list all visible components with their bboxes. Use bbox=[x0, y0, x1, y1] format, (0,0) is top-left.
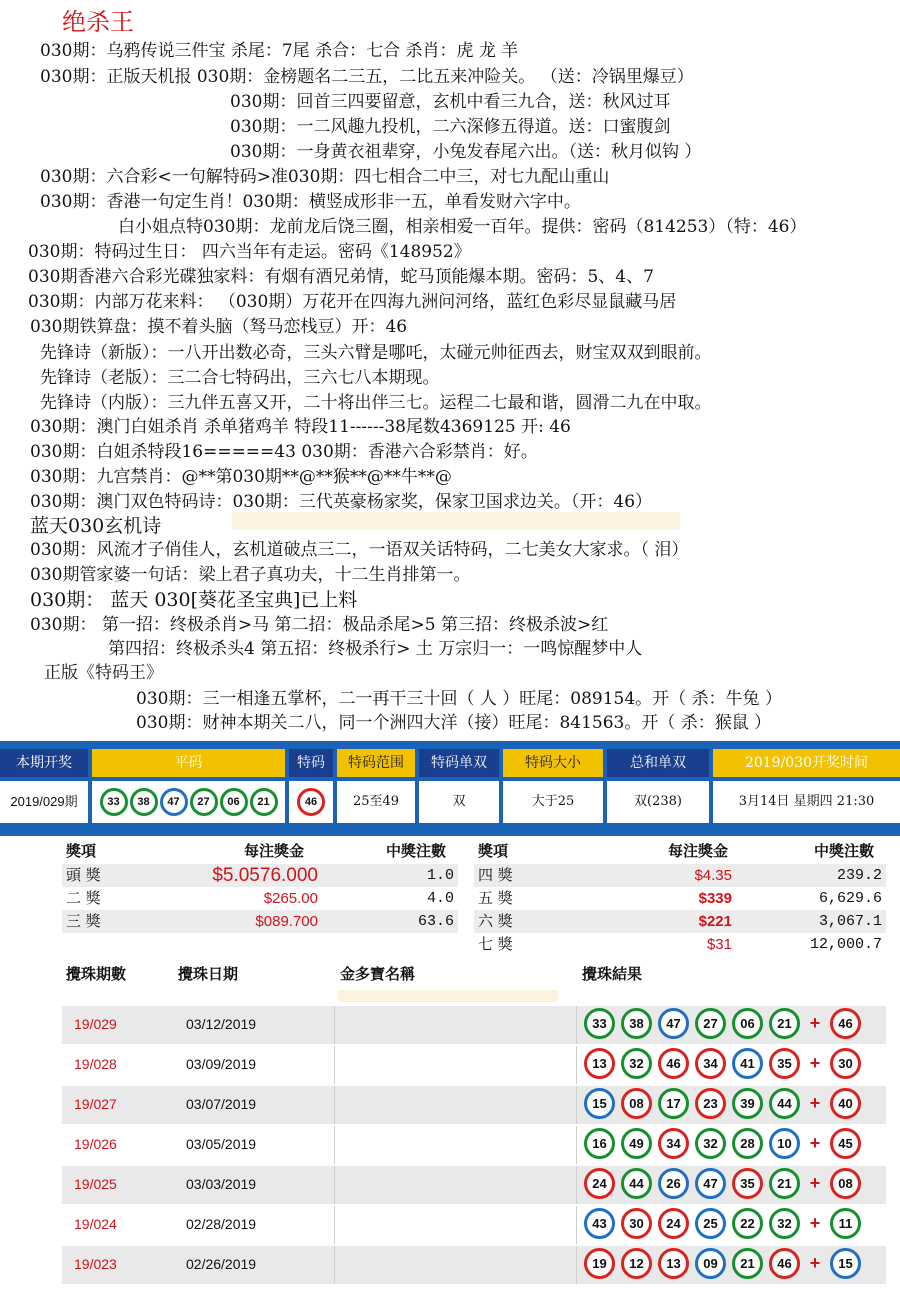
text-line: 030期： 蓝天 030[葵花圣宝典]已上料 bbox=[30, 589, 358, 611]
lottery-ball: 06 bbox=[732, 1008, 763, 1039]
result-table bbox=[0, 741, 900, 836]
result-sum-odd-even: 双(238) bbox=[607, 781, 709, 823]
text-line: 030期： 第一招：终极杀肖>马 第二招：极品杀尾>5 第三招：终极杀波>红 bbox=[30, 615, 609, 635]
special-ball: 11 bbox=[830, 1208, 861, 1239]
lottery-ball: 47 bbox=[695, 1168, 726, 1199]
prize-count-header: 中獎注數 bbox=[386, 842, 447, 860]
plus-sign: + bbox=[809, 1213, 821, 1233]
lottery-ball: 34 bbox=[695, 1048, 726, 1079]
text-line: 030期：风流才子俏佳人，玄机道破点三二，一语双关话特码，二七美女大家求。（ 泪） bbox=[30, 540, 689, 560]
prize-name: 二 獎 bbox=[66, 889, 101, 907]
prize-amount: $221 bbox=[698, 913, 732, 930]
lottery-ball: 10 bbox=[769, 1128, 800, 1159]
draw-period: 19/029 bbox=[74, 1016, 117, 1032]
lottery-ball: 32 bbox=[769, 1208, 800, 1239]
lottery-ball: 35 bbox=[732, 1168, 763, 1199]
text-line: 030期：香港一句定生肖！030期：横竖成形非一五，单看发财六字中。 bbox=[40, 192, 581, 212]
prize-name: 三 獎 bbox=[66, 912, 101, 930]
faint-strip bbox=[232, 512, 680, 530]
prize-amount: $31 bbox=[706, 936, 732, 953]
lottery-ball: 49 bbox=[621, 1128, 652, 1159]
text-line: 正版《特码王》 bbox=[44, 663, 163, 683]
text-line: 先锋诗（老版）：三二合七特码出，三六七八本期现。 bbox=[40, 368, 440, 388]
lottery-ball: 13 bbox=[584, 1048, 615, 1079]
lottery-ball: 33 bbox=[584, 1008, 615, 1039]
header-normal: 平码 bbox=[92, 749, 285, 777]
text-line: 030期：六合彩<一句解特码>准030期：四七相合二中三，对七九配山重山 bbox=[40, 167, 610, 187]
lottery-ball: 22 bbox=[732, 1208, 763, 1239]
lottery-ball: 33 bbox=[100, 788, 128, 816]
text-line: 030期：三一相逢五掌杯，二一再干三十回（ 人 ）旺尾：089154。开（ 杀：牛兔 ） bbox=[136, 689, 782, 709]
lottery-ball: 09 bbox=[695, 1248, 726, 1279]
draw-date: 03/12/2019 bbox=[186, 1016, 257, 1032]
lottery-ball: 34 bbox=[658, 1128, 689, 1159]
plus-sign: + bbox=[809, 1133, 821, 1153]
prize-count: 63.6 bbox=[417, 913, 454, 930]
lottery-ball: 24 bbox=[584, 1168, 615, 1199]
prize-amount: $5.0576.000 bbox=[212, 865, 318, 886]
prize-row bbox=[474, 887, 886, 910]
column-divider bbox=[576, 1126, 577, 1164]
lottery-ball: 06 bbox=[220, 788, 248, 816]
text-line: 030期：回首三四要留意，玄机中看三九合，送：秋风过耳 bbox=[230, 92, 671, 112]
column-divider bbox=[334, 1166, 335, 1204]
lottery-ball: 23 bbox=[695, 1088, 726, 1119]
draw-balls bbox=[584, 1248, 867, 1279]
result-normal-balls bbox=[92, 781, 285, 823]
lottery-ball: 17 bbox=[658, 1088, 689, 1119]
column-divider bbox=[334, 1086, 335, 1124]
draw-period: 19/025 bbox=[74, 1176, 117, 1192]
lottery-ball: 13 bbox=[658, 1248, 689, 1279]
draw-balls bbox=[584, 1208, 867, 1239]
column-divider bbox=[576, 1246, 577, 1284]
lottery-ball: 08 bbox=[621, 1088, 652, 1119]
prize-name: 四 獎 bbox=[478, 866, 513, 884]
plus-sign: + bbox=[809, 1173, 821, 1193]
plus-sign: + bbox=[809, 1013, 821, 1033]
header-period: 本期开奖 bbox=[0, 749, 88, 777]
lottery-ball: 47 bbox=[160, 788, 188, 816]
draw-date: 03/03/2019 bbox=[186, 1176, 257, 1192]
draw-date: 02/28/2019 bbox=[186, 1216, 257, 1232]
prize-row bbox=[474, 910, 886, 933]
text-line: 030期：乌鸦传说三件宝 杀尾：7尾 杀合：七合 杀肖：虎 龙 羊 bbox=[40, 41, 519, 61]
text-line: 030期管家婆一句话：梁上君子真功夫，十二生肖排第一。 bbox=[30, 565, 471, 585]
text-line: 030期：特码过生日： 四六当年有走运。密码《148952》 bbox=[28, 242, 471, 262]
prize-item-header: 獎項 bbox=[66, 842, 97, 860]
text-line: 030期：九宫禁肖：@**第030期**@**猴**@**牛**@ bbox=[30, 467, 452, 487]
text-line: 030期：一身黄衣祖辈穿，小兔发春尾六出。（送：秋月似钩 ） bbox=[230, 142, 702, 162]
page-title: 绝杀王 bbox=[62, 8, 134, 36]
draw-date: 03/07/2019 bbox=[186, 1096, 257, 1112]
lottery-ball: 25 bbox=[695, 1208, 726, 1239]
prize-name: 頭 獎 bbox=[66, 866, 101, 884]
text-line: 030期：内部万花来料： （030期）万花开在四海九洲问河络，蓝红色彩尽显鼠藏马居 bbox=[28, 292, 677, 312]
text-line: 030期：澳门白姐杀肖 杀单猪鸡羊 特段11------38尾数4369125 开: 46 bbox=[30, 417, 571, 437]
lottery-ball: 30 bbox=[621, 1208, 652, 1239]
lottery-ball: 32 bbox=[695, 1128, 726, 1159]
prize-row bbox=[474, 864, 886, 887]
prize-count-header: 中獎注數 bbox=[814, 842, 875, 860]
prize-count: 1.0 bbox=[426, 867, 454, 884]
plus-sign: + bbox=[809, 1093, 821, 1113]
lottery-ball: 46 bbox=[658, 1048, 689, 1079]
column-divider bbox=[576, 1166, 577, 1204]
prize-item-header: 獎項 bbox=[478, 842, 509, 860]
table-row bbox=[62, 1006, 886, 1044]
table-row bbox=[62, 1046, 886, 1084]
lottery-ball: 27 bbox=[190, 788, 218, 816]
prize-name: 六 獎 bbox=[478, 912, 513, 930]
faint-strip bbox=[338, 990, 558, 1002]
lottery-ball: 19 bbox=[584, 1248, 615, 1279]
lottery-ball: 46 bbox=[297, 788, 325, 816]
header-time: 2019/030开奖时间 bbox=[713, 749, 900, 777]
lottery-ball: 21 bbox=[769, 1168, 800, 1199]
prize-count: 3,067.1 bbox=[818, 913, 882, 930]
draw-period: 19/027 bbox=[74, 1096, 117, 1112]
table-row bbox=[62, 1206, 886, 1244]
lottery-ball: 21 bbox=[250, 788, 278, 816]
table-row bbox=[62, 1246, 886, 1284]
prize-row bbox=[62, 864, 458, 887]
result-range: 25至49 bbox=[337, 781, 415, 823]
lottery-ball: 47 bbox=[658, 1008, 689, 1039]
result-special-ball bbox=[289, 781, 333, 823]
special-ball: 40 bbox=[830, 1088, 861, 1119]
special-ball: 45 bbox=[830, 1128, 861, 1159]
draw-balls bbox=[584, 1128, 867, 1159]
prize-name: 七 獎 bbox=[478, 935, 513, 953]
prize-amount-header: 每注獎金 bbox=[668, 842, 729, 860]
text-line: 先锋诗（新版）：一八开出数必奇，三头六臂是哪吒，太碰元帅征西去，财宝双双到眼前。 bbox=[40, 343, 712, 363]
prize-row bbox=[62, 910, 458, 933]
column-divider bbox=[334, 1126, 335, 1164]
draw-period: 19/024 bbox=[74, 1216, 117, 1232]
special-ball: 30 bbox=[830, 1048, 861, 1079]
lottery-ball: 41 bbox=[732, 1048, 763, 1079]
header-big-small: 特码大小 bbox=[503, 749, 603, 777]
prize-count: 4.0 bbox=[426, 890, 454, 907]
column-divider bbox=[334, 1206, 335, 1244]
lottery-ball: 28 bbox=[732, 1128, 763, 1159]
prize-count: 12,000.7 bbox=[809, 936, 882, 953]
draw-period-header: 攪珠期數 bbox=[66, 965, 127, 983]
lottery-ball: 32 bbox=[621, 1048, 652, 1079]
lottery-ball: 44 bbox=[769, 1088, 800, 1119]
lottery-ball: 26 bbox=[658, 1168, 689, 1199]
table-row bbox=[62, 1086, 886, 1124]
draw-period: 19/023 bbox=[74, 1256, 117, 1272]
draw-date-header: 攪珠日期 bbox=[178, 965, 239, 983]
result-period: 2019/029期 bbox=[0, 781, 88, 823]
text-line: 030期：财神本期关二八，同一个洲四大洋（接）旺尾：841563。开（ 杀：猴鼠 ） bbox=[136, 713, 772, 733]
draw-period: 19/026 bbox=[74, 1136, 117, 1152]
result-big-small: 大于25 bbox=[503, 781, 603, 823]
header-special: 特码 bbox=[289, 749, 333, 777]
column-divider bbox=[576, 1006, 577, 1044]
lottery-ball: 38 bbox=[130, 788, 158, 816]
table-row bbox=[62, 1166, 886, 1204]
prize-row bbox=[62, 887, 458, 910]
lottery-ball: 39 bbox=[732, 1088, 763, 1119]
lottery-ball: 15 bbox=[584, 1088, 615, 1119]
special-ball: 15 bbox=[830, 1248, 861, 1279]
prize-count: 239.2 bbox=[836, 867, 882, 884]
plus-sign: + bbox=[809, 1253, 821, 1273]
result-odd-even: 双 bbox=[419, 781, 499, 823]
special-ball: 08 bbox=[830, 1168, 861, 1199]
lottery-ball: 21 bbox=[769, 1008, 800, 1039]
text-line: 蓝天030玄机诗 bbox=[30, 515, 162, 537]
text-line: 030期香港六合彩光碟独家料：有烟有酒兄弟情，蛇马顶能爆本期。密码：5、4、7 bbox=[28, 267, 654, 287]
lottery-ball: 16 bbox=[584, 1128, 615, 1159]
column-divider bbox=[576, 1206, 577, 1244]
result-time: 3月14日 星期四 21:30 bbox=[713, 781, 900, 823]
plus-sign: + bbox=[809, 1053, 821, 1073]
text-line: 第四招：终极杀头4 第五招：终极杀行> 土 万宗归一：一鸣惊醒梦中人 bbox=[108, 639, 643, 659]
lottery-ball: 38 bbox=[621, 1008, 652, 1039]
draw-date: 03/09/2019 bbox=[186, 1056, 257, 1072]
text-line: 先锋诗（内版）：三九伴五喜又开，二十将出伴三七。运程二七最和谐，圆滑二九在中取。 bbox=[40, 393, 712, 413]
column-divider bbox=[334, 1006, 335, 1044]
header-sum-odd-even: 总和单双 bbox=[607, 749, 709, 777]
prize-amount: $089.700 bbox=[255, 913, 318, 930]
lottery-ball: 12 bbox=[621, 1248, 652, 1279]
draw-balls bbox=[584, 1168, 867, 1199]
lottery-ball: 43 bbox=[584, 1208, 615, 1239]
draw-period: 19/028 bbox=[74, 1056, 117, 1072]
draw-date: 03/05/2019 bbox=[186, 1136, 257, 1152]
prize-amount: $265.00 bbox=[263, 890, 318, 907]
draw-date: 02/26/2019 bbox=[186, 1256, 257, 1272]
lottery-ball: 35 bbox=[769, 1048, 800, 1079]
draw-balls bbox=[584, 1048, 867, 1079]
text-line: 030期：一二风趣九投机，二六深修五得道。送：口蜜腹剑 bbox=[230, 117, 671, 137]
column-divider bbox=[576, 1086, 577, 1124]
lottery-ball: 27 bbox=[695, 1008, 726, 1039]
prize-row bbox=[474, 933, 886, 956]
lottery-ball: 46 bbox=[769, 1248, 800, 1279]
lottery-ball: 44 bbox=[621, 1168, 652, 1199]
lottery-ball: 21 bbox=[732, 1248, 763, 1279]
text-line: 030期铁算盘：摸不着头脑（驽马恋栈豆）开：46 bbox=[30, 317, 408, 337]
prize-amount-header: 每注獎金 bbox=[244, 842, 305, 860]
column-divider bbox=[334, 1246, 335, 1284]
lottery-ball: 24 bbox=[658, 1208, 689, 1239]
column-divider bbox=[576, 1046, 577, 1084]
text-line: 030期：正版天机报 030期：金榜题名二三五，二比五来冲险关。 （送：冷锅里爆豆） bbox=[40, 67, 694, 87]
draw-name-header: 金多寶名稱 bbox=[340, 965, 416, 983]
draw-result-header: 攪珠結果 bbox=[582, 965, 643, 983]
prize-amount: $4.35 bbox=[694, 867, 732, 884]
prize-count: 6,629.6 bbox=[818, 890, 882, 907]
prize-amount: $339 bbox=[698, 890, 732, 907]
draw-balls bbox=[584, 1008, 867, 1039]
header-range: 特码范围 bbox=[337, 749, 415, 777]
text-line: 白小姐点特030期：龙前龙后饶三圈，相亲相爱一百年。提供：密码（814253）（特：46） bbox=[118, 217, 807, 237]
table-row bbox=[62, 1126, 886, 1164]
special-ball: 46 bbox=[830, 1008, 861, 1039]
text-line: 030期：白姐杀特段16=====43 030期：香港六合彩禁肖：好。 bbox=[30, 442, 538, 462]
prize-name: 五 獎 bbox=[478, 889, 513, 907]
header-odd-even: 特码单双 bbox=[419, 749, 499, 777]
draw-balls bbox=[584, 1088, 867, 1119]
text-line: 030期：澳门双色特码诗：030期：三代英豪杨家奖，保家卫国求边关。（开：46） bbox=[30, 492, 653, 512]
column-divider bbox=[334, 1046, 335, 1084]
